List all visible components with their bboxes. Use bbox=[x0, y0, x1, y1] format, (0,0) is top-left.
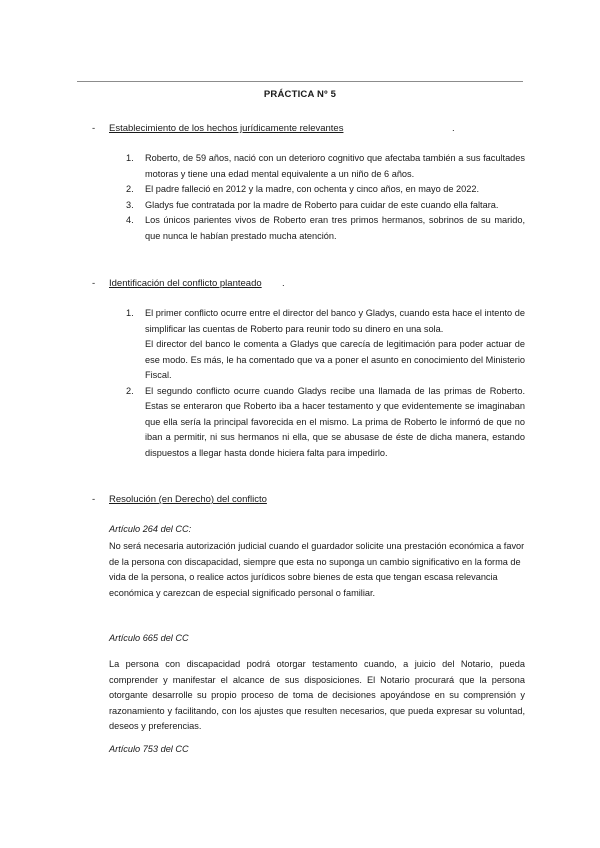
list-item-text: Roberto, de 59 años, nació con un deterioro cognitivo que afectaba también a sus facultades motoras y tiene una edad mental equivalente a un niño de 6 años. bbox=[145, 153, 525, 179]
list-item bbox=[126, 182, 525, 198]
list-item bbox=[126, 384, 525, 462]
section-title-suffix: . bbox=[282, 278, 285, 289]
section-title: Identificación del conflicto planteado bbox=[109, 278, 262, 289]
article-label: Artículo 665 del CC bbox=[109, 633, 189, 643]
list-item bbox=[126, 306, 525, 384]
list-item-text-continued: El director del banco le comenta a Gladys que carecía de legitimación para poder actuar de ese modo. Es más, le ha comentado que va a poner el asunto en conocimiento del Ministerio Fiscal. bbox=[145, 339, 525, 380]
list-item bbox=[126, 198, 525, 214]
header-rule bbox=[77, 81, 523, 82]
document-title: PRÁCTICA Nº 5 bbox=[263, 89, 337, 100]
list-item-text: Los únicos parientes vivos de Roberto eran tres primos hermanos, sobrinos de su marido, que nunca le habían prestado mucha atención. bbox=[145, 215, 525, 241]
list-item-text: El padre falleció en 2012 y la madre, con ochenta y cinco años, en mayo de 2022. bbox=[145, 184, 480, 194]
section-title-suffix: . bbox=[452, 123, 455, 134]
article-text: No será necesaria autorización judicial cuando el guardador solicite una prestación económica a favor de la persona con discapacidad, siempre que esta no suponga un cambio significativo en la forma de vida de la persona, o realice actos jurídicos sobre bienes de esta que tengan escasa relevancia económica y carezcan de especial significado personal o familiar. bbox=[109, 541, 525, 598]
section-bullet: - bbox=[92, 278, 96, 289]
list-number: 1. bbox=[126, 308, 134, 318]
conflict-list bbox=[126, 306, 525, 461]
list-number: 3. bbox=[126, 199, 134, 210]
list-item-text: Gladys fue contratada por la madre de Roberto para cuidar de este cuando ella faltara. bbox=[145, 199, 499, 210]
list-item bbox=[126, 151, 525, 182]
article-text: La persona con discapacidad podrá otorgar testamento cuando, a juicio del Notario, pueda comprender y manifestar el alcance de sus disposiciones. El Notario procurará que la persona otorgante desarrolle su propio proceso de toma de decisiones apoyándose en su comprensión y razonamiento y facilitando, con los ajustes que resulten necesarios, que pueda expresar su voluntad, deseos y preferencias. bbox=[109, 659, 525, 731]
list-item-text: El segundo conflicto ocurre cuando Gladys recibe una llamada de las primas de Roberto. Estas se enteraron que Roberto iba a hacer testamento y que evidentemente se imaginaban que ella sería la principal favorecida en el mismo. La prima de Roberto le informó de que no iban a permitir, ni sus hermanos ni ella, que se abusase de éste de dicha manera, estando dispuestos a llegar hasta donde hiciera falta para impedirlo. bbox=[145, 385, 525, 458]
facts-list bbox=[126, 151, 525, 244]
list-number: 4. bbox=[126, 215, 134, 225]
section-title: Establecimiento de los hechos jurídicamente relevantes bbox=[109, 123, 344, 134]
section-bullet: - bbox=[92, 123, 96, 134]
list-number: 2. bbox=[126, 385, 134, 396]
list-item-text: El primer conflicto ocurre entre el director del banco y Gladys, cuando esta hace el intento de simplificar las cuentas de Roberto para reunir todo su dinero en una sola. bbox=[145, 308, 525, 334]
section-title: Resolución (en Derecho) del conflicto bbox=[109, 494, 267, 505]
article-label: Artículo 753 del CC bbox=[109, 744, 189, 754]
section-bullet: - bbox=[92, 494, 96, 505]
article-label: Artículo 264 del CC: bbox=[109, 524, 192, 534]
list-number: 1. bbox=[126, 153, 134, 163]
list-number: 2. bbox=[126, 184, 134, 194]
list-item bbox=[126, 213, 525, 244]
